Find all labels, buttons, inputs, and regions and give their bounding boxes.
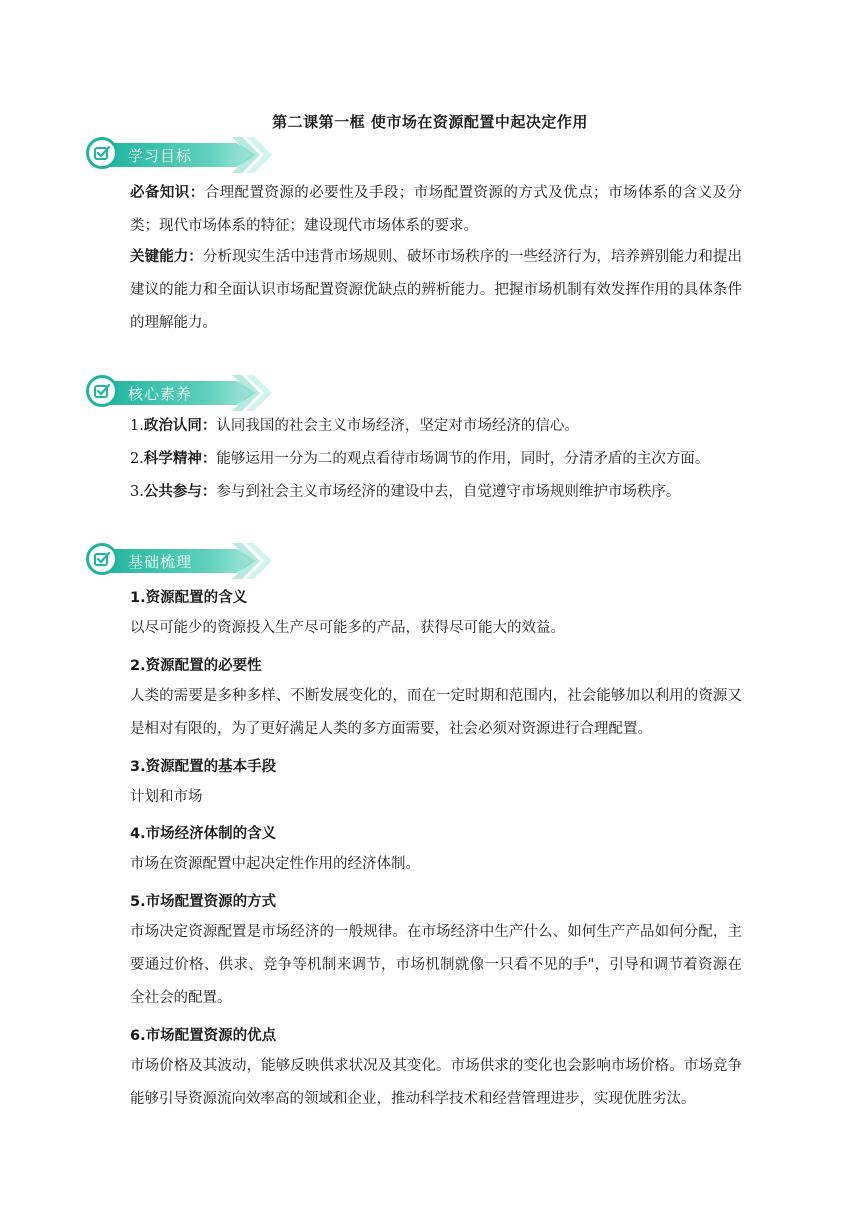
basics-text: 人类的需要是多种多样、不断发展变化的，而在一定时期和范围内，社会能够加以利用的资源又是相对有限的，为了更好满足人类的多方面需要，社会必须对资源进行合理配置。 — [130, 688, 742, 737]
literacy-text: 认同我国的社会主义市场经济，坚定对市场经济的信心。 — [216, 418, 579, 434]
literacy-text: 能够运用一分为二的观点看待市场调节的作用，同时，分清矛盾的主次方面。 — [216, 451, 710, 467]
ability-text: 分析现实生活中违背市场规则、破坏市场秩序的一些经济行为，培养辨别能力和提出建议的能力和全面认识市场配置资源优缺点的辨析能力。把握市场机制有效发挥作用的具体条件的理解能力。 — [130, 249, 743, 331]
basics-heading: 3.资源配置的基本手段 — [130, 759, 277, 775]
literacy-label: 科学精神： — [143, 450, 217, 467]
goals-knowledge-paragraph — [130, 176, 742, 243]
checkmark-icon — [86, 137, 118, 169]
literacy-item — [130, 442, 742, 476]
basics-text: 市场在资源配置中起决定性作用的经济体制。 — [130, 856, 420, 872]
basics-text: 以尽可能少的资源投入生产尽可能多的产品，获得尽可能大的效益。 — [130, 620, 565, 636]
knowledge-text: 合理配置资源的必要性及手段；市场配置资源的方式及优点；市场体系的含义及分类；现代市场体系的特征；建设现代市场体系的要求。 — [130, 185, 742, 234]
checkmark-icon — [86, 375, 118, 407]
literacy-item — [130, 475, 742, 509]
basics-text: 计划和市场 — [130, 789, 203, 805]
basics-text: 市场价格及其波动，能够反映供求状况及其变化。市场供求的变化也会影响市场价格。市场竞争能够引导资源流向效率高的领域和企业，推动科学技术和经营管理进步，实现优胜劣汰。 — [130, 1058, 742, 1107]
literacy-num: 2. — [130, 451, 144, 467]
literacy-num: 1. — [130, 418, 144, 434]
literacy-label: 政治认同： — [143, 417, 217, 434]
section-banner-basics — [86, 540, 276, 580]
ability-label: 关键能力： — [130, 248, 203, 265]
section-label-goals: 学习目标 — [128, 147, 193, 165]
basics-heading: 1.资源配置的含义 — [130, 590, 248, 606]
document-title: 第二课第一框 使市场在资源配置中起决定作用 — [272, 113, 588, 131]
banner-stripes-decoration — [226, 543, 276, 579]
knowledge-label: 必备知识： — [130, 184, 205, 201]
goals-ability-paragraph — [130, 240, 742, 340]
section-label-literacy: 核心素养 — [128, 385, 193, 403]
basics-heading: 4.市场经济体制的含义 — [130, 826, 277, 842]
checkmark-icon — [86, 543, 118, 575]
literacy-num: 3. — [130, 484, 144, 500]
literacy-text: 参与到社会主义市场经济的建设中去，自觉遵守市场规则维护市场秩序。 — [216, 484, 681, 500]
basics-text: 市场决定资源配置是市场经济的一般规律。在市场经济中生产什么、如何生产产品如何分配，主要通过价格、供求、竞争等机制来调节，市场机制就像一只看不见的手"，引导和调节着资源在全社会的配置。 — [130, 924, 742, 1006]
banner-stripes-decoration — [226, 375, 276, 411]
literacy-label: 公共参与： — [143, 483, 217, 500]
banner-stripes-decoration — [226, 137, 276, 173]
basics-heading: 2.资源配置的必要性 — [130, 658, 262, 674]
section-banner-literacy — [86, 372, 276, 412]
basics-heading: 6.市场配置资源的优点 — [130, 1028, 277, 1044]
section-banner-goals — [86, 134, 276, 174]
basics-heading: 5.市场配置资源的方式 — [130, 894, 277, 910]
section-label-basics: 基础梳理 — [128, 553, 193, 571]
literacy-item — [130, 409, 742, 443]
